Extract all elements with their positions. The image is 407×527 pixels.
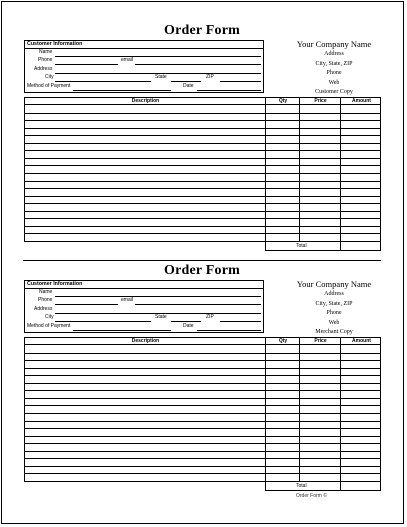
- email-field[interactable]: [135, 57, 261, 65]
- company-web: Web: [328, 319, 340, 326]
- payment-field[interactable]: [73, 83, 171, 91]
- table-row-line: [25, 120, 380, 121]
- name-label: Name: [39, 49, 53, 55]
- table-row-line: [25, 383, 380, 384]
- table-row-line: [25, 226, 380, 227]
- payment-label: Method of Payment: [27, 323, 71, 329]
- table-row-line: [25, 466, 380, 467]
- phone-field[interactable]: [55, 57, 118, 65]
- description-header: Description: [131, 338, 160, 344]
- table-row-line: [25, 150, 380, 151]
- city-label: City: [45, 74, 54, 80]
- table-row-line: [25, 181, 380, 182]
- date-label: Date: [183, 323, 194, 329]
- table-row-line: [25, 413, 380, 414]
- company-phone: Phone: [326, 70, 342, 77]
- total-label: Total: [296, 243, 307, 249]
- customer-info-box: [24, 40, 264, 93]
- table-row-line: [25, 218, 380, 219]
- table-row-line: [25, 203, 380, 204]
- state-label: State: [155, 314, 167, 320]
- table-row-line: [25, 188, 380, 189]
- company-address: Address: [324, 291, 344, 297]
- company-phone: Phone: [326, 310, 342, 317]
- table-row-line: [25, 113, 380, 114]
- form-title: Order Form: [164, 23, 240, 38]
- name-field[interactable]: [55, 289, 261, 297]
- company-block: [286, 279, 382, 338]
- amount-header: Amount: [352, 98, 371, 104]
- table-row-line: [25, 390, 380, 391]
- amount-header: Amount: [352, 338, 371, 344]
- table-row-line: [25, 158, 380, 159]
- company-block: [286, 39, 382, 98]
- description-header: Description: [131, 98, 160, 104]
- qty-header: Qty: [278, 98, 288, 104]
- table-row-line: [25, 421, 380, 422]
- city-field[interactable]: [55, 314, 151, 322]
- footer-note: Order Form ©: [296, 493, 327, 499]
- table-row-line: [25, 451, 380, 452]
- phone-field[interactable]: [55, 297, 118, 305]
- zip-field[interactable]: [220, 74, 261, 82]
- table-row-line: [25, 360, 380, 361]
- phone-label: Phone: [38, 57, 53, 63]
- table-row-line: [25, 458, 380, 459]
- table-row-line: [25, 405, 380, 406]
- qty-header: Qty: [278, 338, 288, 344]
- table-row-line: [25, 428, 380, 429]
- email-field[interactable]: [135, 297, 261, 305]
- zip-label: ZIP: [206, 314, 214, 320]
- email-label: email: [121, 297, 133, 303]
- zip-field[interactable]: [220, 314, 261, 322]
- date-label: Date: [183, 83, 194, 89]
- address-field[interactable]: [55, 306, 261, 314]
- copy-label: Customer Copy: [315, 89, 353, 96]
- table-row-line: [25, 436, 380, 437]
- email-label: email: [121, 57, 133, 63]
- total-row: [265, 242, 381, 251]
- state-label: State: [155, 74, 167, 80]
- table-row-line: [25, 443, 380, 444]
- table-row-line: [25, 128, 380, 129]
- date-field[interactable]: [197, 83, 261, 91]
- table-header: [24, 97, 381, 105]
- price-header: Price: [314, 98, 327, 104]
- phone-label: Phone: [38, 297, 53, 303]
- company-name: Your Company Name: [296, 279, 372, 289]
- copy-label: Merchant Copy: [315, 329, 353, 336]
- company-address: Address: [324, 51, 344, 57]
- zip-label: ZIP: [206, 74, 214, 80]
- table-row-line: [25, 165, 380, 166]
- price-header: Price: [314, 338, 327, 344]
- address-label: Address: [34, 66, 53, 72]
- customer-info-header: Customer Information: [27, 281, 83, 287]
- state-field[interactable]: [171, 314, 201, 322]
- total-row: [265, 482, 381, 491]
- table-row-line: [25, 135, 380, 136]
- form-title: Order Form: [164, 263, 240, 278]
- payment-field[interactable]: [73, 323, 171, 331]
- company-city-state-zip: City, State, ZIP: [315, 300, 353, 307]
- table-row-line: [25, 173, 380, 174]
- table-body: [24, 105, 381, 242]
- form-separator: [23, 260, 381, 261]
- table-body: [24, 345, 381, 482]
- table-row-line: [25, 196, 380, 197]
- company-name: Your Company Name: [296, 39, 372, 49]
- table-row-line: [25, 353, 380, 354]
- address-label: Address: [34, 306, 53, 312]
- company-web: Web: [328, 79, 340, 86]
- table-row-line: [25, 473, 380, 474]
- table-row-line: [25, 211, 380, 212]
- name-label: Name: [39, 289, 53, 295]
- state-field[interactable]: [171, 74, 201, 82]
- payment-label: Method of Payment: [27, 83, 71, 89]
- address-field[interactable]: [55, 66, 261, 74]
- table-row-line: [25, 398, 380, 399]
- table-row-line: [25, 375, 380, 376]
- table-row-line: [25, 143, 380, 144]
- company-city-state-zip: City, State, ZIP: [315, 60, 353, 67]
- date-field[interactable]: [197, 323, 261, 331]
- name-field[interactable]: [55, 49, 261, 57]
- customer-info-header: Customer Information: [27, 41, 83, 47]
- city-field[interactable]: [55, 74, 151, 82]
- customer-info-box: [24, 280, 264, 333]
- total-label: Total: [296, 483, 307, 489]
- table-header: [24, 337, 381, 345]
- city-label: City: [45, 314, 54, 320]
- table-row-line: [25, 233, 380, 234]
- table-row-line: [25, 368, 380, 369]
